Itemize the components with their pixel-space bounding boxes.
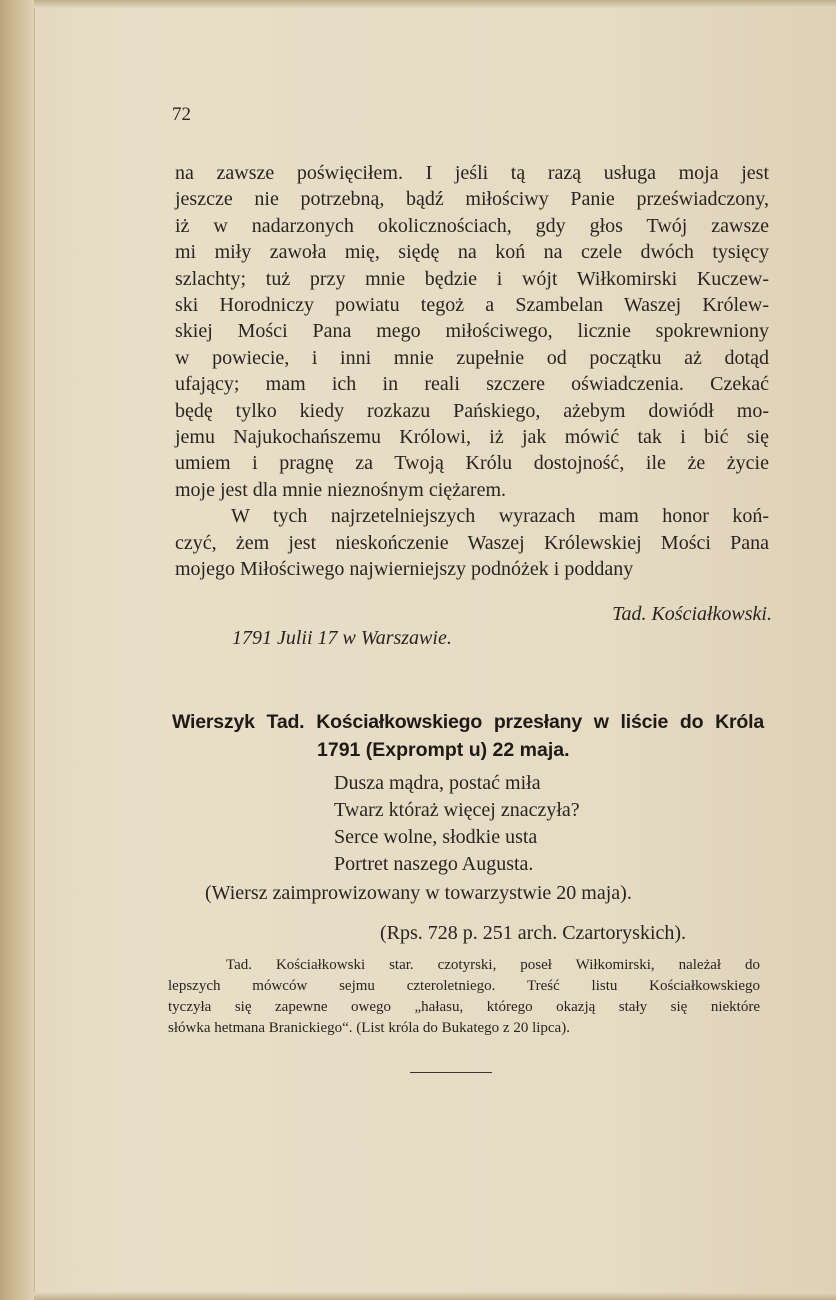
footnote-line: Tad. Kościałkowski star. czotyrski, poseł Wiłkomirski, należał do xyxy=(226,957,760,973)
body-line: ski Horodniczy powiatu tegoż a Szambelan Waszej Królew- xyxy=(175,294,769,317)
poem-verse: Dusza mądra, postać miła xyxy=(334,772,541,794)
heading-line: Wierszyk Tad. Kościałkowskiego przesłany w liście do Króla xyxy=(172,711,764,733)
body-line: iż w nadarzonych okolicznościach, gdy głos Twój zawsze xyxy=(175,214,769,237)
footnote-line: tyczyła się zapewne owego „hałasu, którego okazją stały się niektóre xyxy=(168,999,760,1015)
letter-signature: Tad. Kościałkowski. xyxy=(612,603,772,625)
body-line: w powiecie, i inni mnie zupełnie od początku aż dotąd xyxy=(175,346,769,369)
body-line: umiem i pragnę za Twoją Królu dostojność, ile że życie xyxy=(175,452,769,475)
book-spine-edge xyxy=(0,0,35,1300)
source-citation: (Rps. 728 p. 251 arch. Czartoryskich). xyxy=(380,922,687,944)
body-line: na zawsze poświęciłem. I jeśli tą razą usługa moja jest xyxy=(175,162,769,184)
poem xyxy=(334,770,580,878)
footnote-line: słówka hetmana Branickiego“. (List króla do Bukatego z 20 lipca). xyxy=(168,1020,570,1036)
letter-body xyxy=(175,160,769,583)
closing-rule xyxy=(410,1072,492,1073)
body-line: mojego Miłościwego najwierniejszy podnóżek i poddany xyxy=(175,558,634,581)
body-line: szlachty; tuż przy mnie będzie i wójt Wiłkomirski Kuczew- xyxy=(175,267,769,290)
body-line: moje jest dla mnie nieznośnym ciężarem. xyxy=(175,478,506,501)
body-line: będę tylko kiedy rozkazu Pańskiego, ażebym dowiódł mo- xyxy=(175,399,769,422)
body-line: W tych najrzetelniejszych wyrazach mam honor koń- xyxy=(231,505,769,528)
body-line: skiej Mości Pana mego miłościwego, licznie spokrewniony xyxy=(175,320,769,343)
page-bottom-edge xyxy=(34,1292,836,1300)
poem-verse: Serce wolne, słodkie usta xyxy=(334,826,538,848)
body-line: ufający; mam ich in reali szczere oświadczenia. Czekać xyxy=(175,373,769,396)
section-heading xyxy=(172,708,764,764)
improvisation-note: (Wiersz zaimprowizowany w towarzystwie 20 maja). xyxy=(205,882,632,904)
footnote xyxy=(168,955,760,1039)
poem-verse: Twarz któraż więcej znaczyła? xyxy=(334,799,580,821)
poem-verse: Portret naszego Augusta. xyxy=(334,853,534,875)
body-line: mi miły zawoła mię, siędę na koń na czele dwóch tysięcy xyxy=(175,241,769,264)
heading-line: 1791 (Exprompt u) 22 maja. xyxy=(317,739,570,761)
page-top-edge xyxy=(34,0,836,8)
letter-dateline: 1791 Julii 17 w Warszawie. xyxy=(232,627,452,649)
page-number: 72 xyxy=(172,104,191,125)
footnote-line: lepszych mówców sejmu czteroletniego. Treść listu Kościałkowskiego xyxy=(168,978,760,994)
body-line: czyć, żem jest nieskończenie Waszej Królewskiej Mości Pana xyxy=(175,531,769,554)
body-line: jemu Najukochańszemu Królowi, iż jak mówić tak i bić się xyxy=(175,426,769,449)
body-line: jeszcze nie potrzebną, bądź miłościwy Panie przeświadczony, xyxy=(175,188,769,211)
